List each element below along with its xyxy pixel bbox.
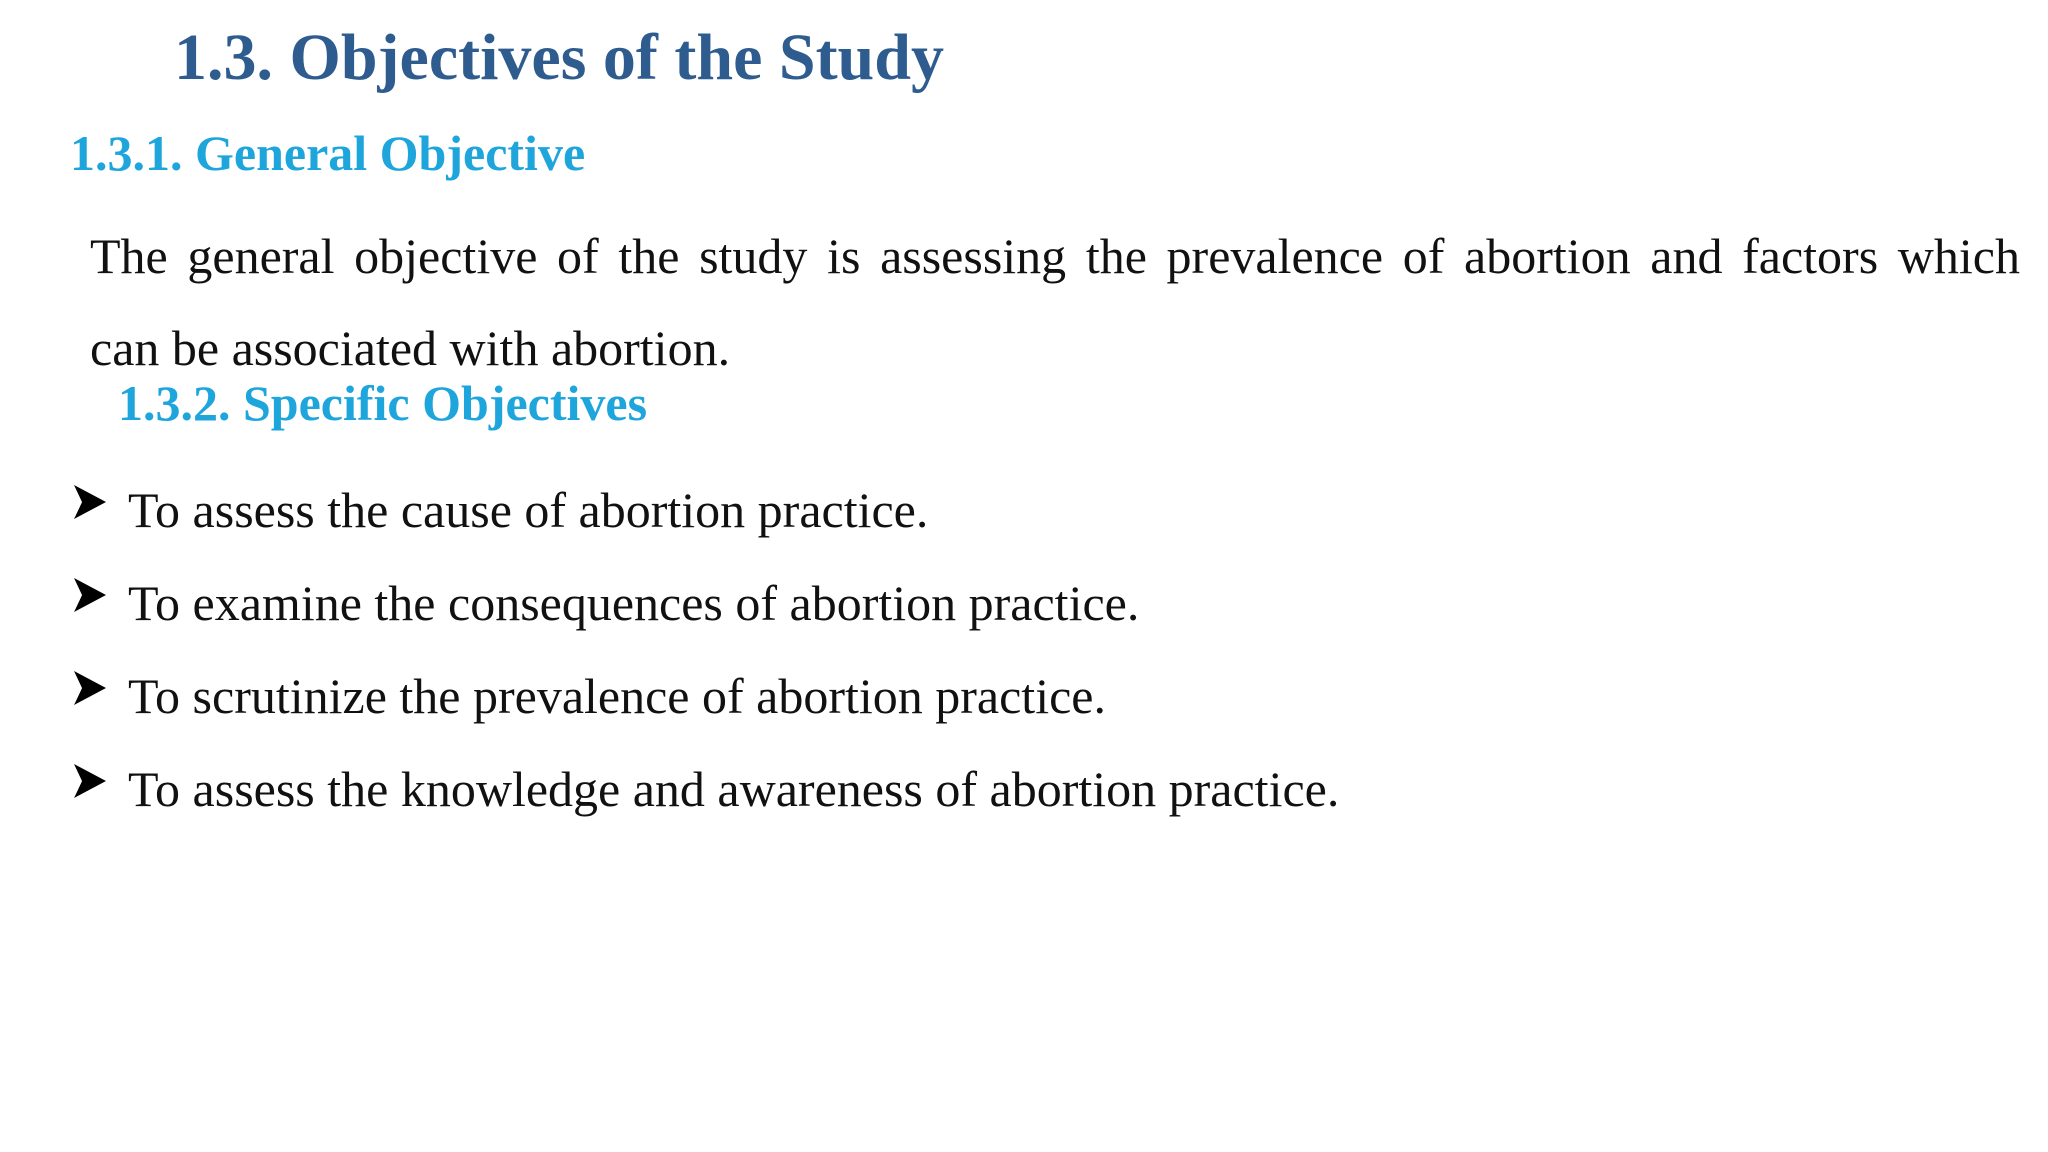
general-objective-text (90, 210, 2020, 394)
general-objective-line-2: can be associated with abortion. (90, 320, 731, 376)
list-item (70, 749, 1339, 842)
arrowhead-bullet-icon (70, 482, 128, 542)
specific-objectives-list (70, 470, 1339, 842)
specific-objectives-heading: 1.3.2. Specific Objectives (118, 375, 648, 431)
objective-text: To examine the consequences of abortion practice. (128, 575, 1140, 631)
objective-text: To assess the knowledge and awareness of abortion practice. (128, 761, 1340, 817)
arrowhead-bullet-icon (70, 575, 128, 635)
arrowhead-bullet-icon (70, 668, 128, 728)
general-objective-heading: 1.3.1. General Objective (70, 125, 586, 181)
objective-text: To scrutinize the prevalence of abortion practice. (128, 668, 1106, 724)
list-item (70, 563, 1339, 656)
list-item (70, 470, 1339, 563)
general-objective-line-1: The general objective of the study is assessing the prevalence of abortion and factors which (90, 228, 2020, 284)
arrowhead-bullet-icon (70, 761, 128, 821)
objective-text: To assess the cause of abortion practice. (128, 482, 929, 538)
slide-title: 1.3. Objectives of the Study (174, 21, 944, 94)
list-item (70, 656, 1339, 749)
